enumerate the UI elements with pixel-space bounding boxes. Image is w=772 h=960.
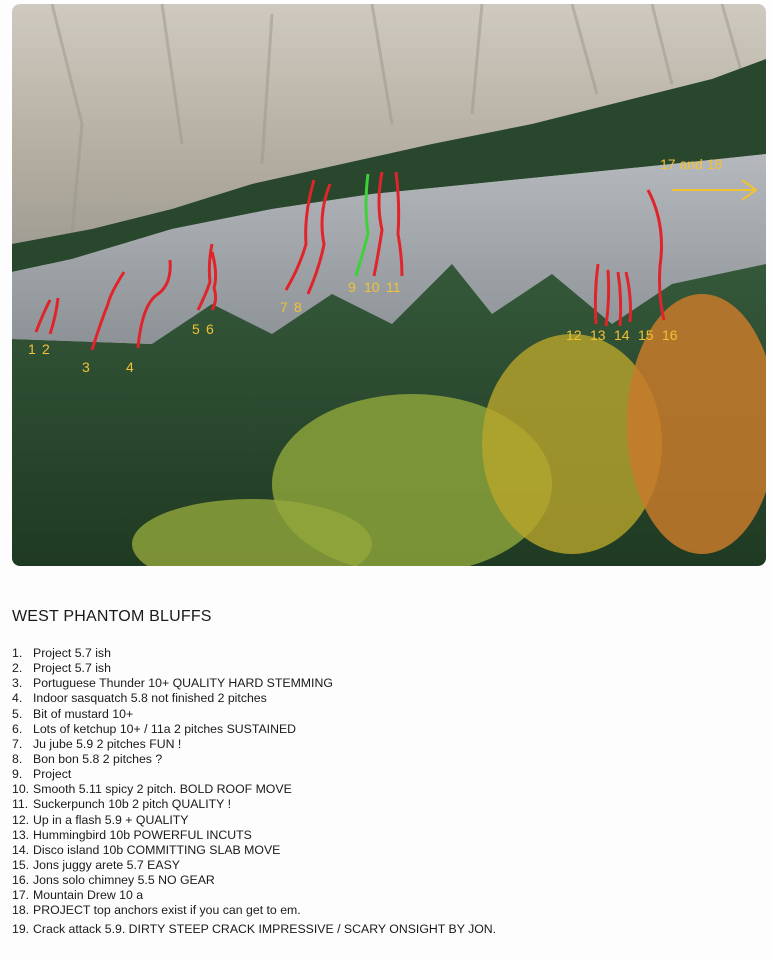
crag-photo [12, 4, 766, 566]
route-number: 14. [12, 842, 30, 857]
route-number: 10. [12, 782, 30, 797]
route-item-4 [12, 691, 496, 706]
route-item-16 [12, 873, 496, 888]
route-number: 17. [12, 888, 30, 903]
route-description: Jons solo chimney 5.5 NO GEAR [33, 873, 215, 888]
route-item-9 [12, 767, 496, 782]
route-number: 4. [12, 691, 23, 706]
route-number: 2. [12, 661, 23, 676]
route-item-3 [12, 676, 496, 691]
route-item-18 [12, 903, 496, 918]
route-description: Disco island 10b COMMITTING SLAB MOVE [33, 842, 281, 857]
route-item-11 [12, 797, 496, 812]
route-description: Ju jube 5.9 2 pitches FUN ! [33, 736, 182, 751]
route-label-16: 16 [662, 327, 678, 343]
route-number: 13. [12, 827, 30, 842]
route-label-2: 2 [42, 341, 50, 357]
route-description: Indoor sasquatch 5.8 not finished 2 pitches [33, 691, 267, 706]
route-label-12: 12 [566, 327, 582, 343]
route-label-14: 14 [614, 327, 630, 343]
route-description: Project 5.7 ish [33, 661, 111, 676]
route-label-10: 10 [364, 279, 380, 295]
route-item-17 [12, 888, 496, 903]
route-item-2 [12, 661, 496, 676]
route-number: 18. [12, 903, 30, 918]
route-item-10 [12, 782, 496, 797]
crag-photo-svg [12, 4, 766, 566]
route-description: Smooth 5.11 spicy 2 pitch. BOLD ROOF MOVE [33, 782, 292, 797]
route-label-1: 1 [28, 341, 36, 357]
route-label-17-18: 17 and 18 [660, 156, 723, 172]
route-item-14 [12, 843, 496, 858]
route-number: 5. [12, 706, 23, 721]
route-label-7: 7 [280, 299, 288, 315]
route-number: 3. [12, 676, 23, 691]
route-number: 7. [12, 736, 23, 751]
route-item-7 [12, 737, 496, 752]
route-label-6: 6 [206, 321, 214, 337]
route-label-5: 5 [192, 321, 200, 337]
route-description: Bon bon 5.8 2 pitches ? [33, 751, 163, 766]
route-description: Lots of ketchup 10+ / 11a 2 pitches SUSTAINED [33, 721, 297, 736]
route-item-12 [12, 813, 496, 828]
route-number: 15. [12, 857, 30, 872]
route-description: Hummingbird 10b POWERFUL INCUTS [33, 827, 252, 842]
route-description: PROJECT top anchors exist if you can get to em. [33, 903, 301, 918]
route-description: Bit of mustard 10+ [33, 706, 134, 721]
route-item-13 [12, 828, 496, 843]
route-description: Up in a flash 5.9 + QUALITY [33, 812, 189, 827]
route-item-19 [12, 922, 496, 937]
route-description: Crack attack 5.9. DIRTY STEEP CRACK IMPRESSIVE / SCARY ONSIGHT BY JON. [33, 921, 497, 936]
route-label-8: 8 [294, 299, 302, 315]
route-label-9: 9 [348, 279, 356, 295]
route-item-5 [12, 707, 496, 722]
route-number: 1. [12, 646, 23, 660]
route-label-11: 11 [386, 279, 401, 295]
route-description: Portuguese Thunder 10+ QUALITY HARD STEMMING [33, 676, 333, 691]
route-number: 12. [12, 812, 30, 827]
route-description: Mountain Drew 10 a [33, 888, 144, 903]
route-number: 16. [12, 873, 30, 888]
route-label-13: 13 [590, 327, 606, 343]
route-item-15 [12, 858, 496, 873]
route-item-8 [12, 752, 496, 767]
route-number: 9. [12, 767, 23, 782]
page-title: WEST PHANTOM BLUFFS [12, 608, 212, 625]
route-label-3: 3 [82, 359, 90, 375]
route-item-6 [12, 722, 496, 737]
route-list [12, 646, 496, 937]
route-number: 6. [12, 721, 23, 736]
route-number: 8. [12, 751, 23, 766]
route-label-15: 15 [638, 327, 654, 343]
route-label-4: 4 [126, 359, 134, 375]
route-number: 19. [12, 921, 30, 936]
route-description: Project 5.7 ish [33, 646, 111, 660]
route-description: Suckerpunch 10b 2 pitch QUALITY ! [33, 797, 231, 812]
route-item-1 [12, 646, 496, 661]
route-number: 11. [12, 797, 29, 812]
route-description: Jons juggy arete 5.7 EASY [33, 857, 180, 872]
route-description: Project [33, 767, 72, 782]
